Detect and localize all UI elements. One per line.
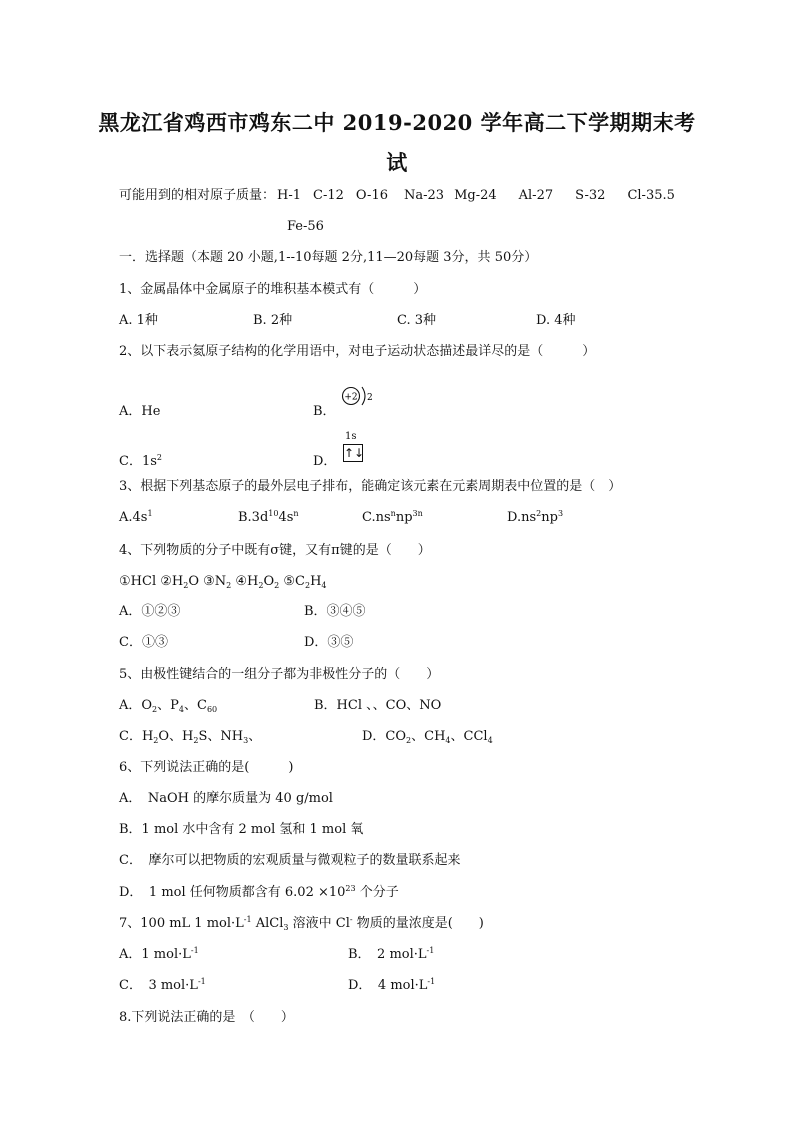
q4-substance-list: ①HCl $②H_2O$ $③N_2$ $④H_2O_2$ $⑤C_2H_4$ [119, 574, 327, 590]
orbital-box-icon: ↑↓ [344, 446, 365, 460]
q4-stem: 4、下列物质的分子中既有σ键，又有π键的是（ ） [119, 543, 431, 558]
q7-stem: 7、100 mL 1 $mol\cdot L^{-1}$ AlCl$_3$ 溶液中 Cl- 物质的量浓度是( ) [119, 915, 484, 932]
q6-option-c: C． 摩尔可以把物质的宏观质量与微观粒子的数量联系起来 [119, 853, 461, 868]
q2-option-c: C．$1s^2$ [119, 453, 162, 469]
q3-stem: 3、根据下列基态原子的最外层电子排布，能确定该元素在元素周期表中位置的是（ ） [119, 479, 622, 494]
q1-option-c: C. 3种 [397, 313, 437, 328]
exam-title-line2: 试 [386, 150, 408, 175]
orbital-label: 1s [345, 431, 357, 442]
q3-option-b: $B.3d^{10}4s^n$ [238, 509, 299, 525]
q4-option-d: D．③⑤ [304, 635, 354, 650]
q6-stem: 6、下列说法正确的是( ) [119, 760, 294, 775]
q8-stem: 8.下列说法正确的是 （ ） [119, 1010, 294, 1025]
q5-option-c: C．$H_2O$、$H_2S$、$NH_3$、 [119, 729, 262, 745]
q4-option-c: C．①③ [119, 635, 168, 650]
q3-option-d: $D.ns^2np^3$ [507, 509, 564, 525]
mass-o: O-16 [355, 188, 388, 203]
mass-h: H-1 [277, 188, 302, 203]
mass-mg: Mg-24 [454, 188, 497, 203]
q2-option-b: B． [313, 404, 336, 419]
q1-stem: 1、金属晶体中金属原子的堆积基本模式有（ ） [119, 282, 427, 297]
mass-s: S-32 [575, 188, 606, 203]
q5-option-d: D．$CO_2$、$CH_4$、CCl$_4$ [362, 729, 493, 745]
mass-na: Na-23 [404, 188, 445, 203]
q7-option-c: C． 3 $mol\cdot L^{-1}$ [119, 977, 206, 993]
mass-cl: Cl-35.5 [627, 188, 675, 203]
q2-option-a: A．He [119, 404, 161, 419]
q1-option-b: B. 2种 [253, 313, 293, 328]
q3-option-c: $C.ns^nnp^{3n}$ [362, 509, 423, 525]
q7-option-d: D． 4 $mol\cdot L^{-1}$ [348, 977, 436, 993]
mass-c: C-12 [313, 188, 344, 203]
atom-structure-diagram [340, 383, 376, 413]
q4-option-a: A．①②③ [119, 604, 181, 619]
section-heading: 一．选择题（本题 20 小题,1--10每题 2分,11—20每题 3分，共 50分） [119, 250, 538, 265]
q6-option-a: A． NaOH 的摩尔质量为 40 g/mol [119, 791, 333, 806]
q5-option-a: A．$O_2$、$P_4$、$C_{60}$ [119, 698, 218, 714]
q5-stem: 5、由极性键结合的一组分子都为非极性分子的（ ） [119, 667, 440, 682]
q6-option-b: B．1 mol 水中含有 2 mol 氢和 1 mol 氧 [119, 822, 364, 837]
q5-option-b: B．HCl 、、CO、NO [314, 698, 442, 713]
q2-stem: 2、以下表示氦原子结构的化学用语中，对电子运动状态描述最详尽的是（ ） [119, 344, 596, 359]
atomic-masses-line [119, 187, 675, 205]
exam-title-line1: 黑龙江省鸡西市鸡东二中 2019-2020 学年高二下学期期末考 [98, 110, 696, 135]
atom-electron-count: 2 [367, 393, 373, 403]
q3-option-a: $A.4s^1$ [119, 509, 153, 525]
q7-option-b: B． 2 $mol\cdot L^{-1}$ [348, 946, 435, 962]
mass-al: Al-27 [518, 188, 554, 203]
mass-fe: Fe-56 [287, 219, 324, 234]
q2-option-d: D． [313, 454, 337, 469]
q6-option-d: D． 1 mol 任何物质都含有 $6.02 \times 10^{23}$ 个分子 [119, 884, 399, 900]
q7-option-a: A．1 $mol\cdot L^{-1}$ [119, 946, 199, 962]
atomic-masses-label: 可能用到的相对原子质量： [119, 188, 276, 203]
q1-option-a: A. 1种 [119, 313, 158, 328]
q4-option-b: B．③④⑤ [304, 604, 366, 619]
atom-nucleus-charge: +2 [344, 392, 358, 403]
q1-option-d: D. 4种 [536, 313, 576, 328]
